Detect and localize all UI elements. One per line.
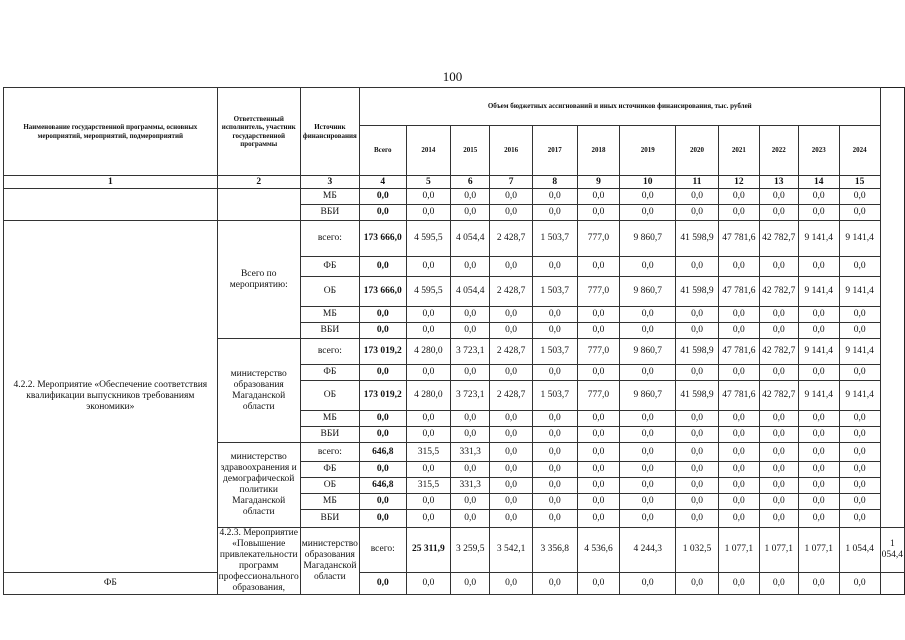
year-value-cell: 0,0 [577,443,620,462]
year-value-cell: 0,0 [798,443,839,462]
year-value-cell: 0,0 [718,572,759,594]
year-value-cell: 0,0 [839,365,880,381]
header-executor: Ответственный исполнитель, участник государственной программы [217,88,300,176]
year-value-cell: 0,0 [451,572,490,594]
year-value-cell: 0,0 [451,323,490,339]
year-value-cell: 0,0 [406,462,451,478]
column-number: 12 [718,176,759,189]
year-value-cell: 0,0 [759,323,798,339]
year-value-cell: 0,0 [839,205,880,221]
year-value-cell: 0,0 [451,307,490,323]
year-value-cell: 0,0 [839,189,880,205]
year-value-cell: 0,0 [532,307,577,323]
year-value-cell: 0,0 [490,307,533,323]
header-year: 2019 [620,126,676,176]
source-cell: ВБИ [300,510,359,528]
year-value-cell: 4 054,4 [451,277,490,307]
header-year: 2014 [406,126,451,176]
total-value-cell: 0,0 [359,462,406,478]
year-value-cell: 0,0 [620,323,676,339]
year-value-cell: 0,0 [759,572,798,594]
year-value-cell: 0,0 [620,189,676,205]
year-value-cell: 42 782,7 [759,381,798,411]
header-year: 2018 [577,126,620,176]
year-value-cell: 0,0 [451,462,490,478]
year-value-cell: 1 077,1 [759,528,798,573]
year-value-cell: 0,0 [718,365,759,381]
year-value-cell: 42 782,7 [759,221,798,257]
year-value-cell: 0,0 [577,205,620,221]
year-value-cell: 0,0 [839,323,880,339]
year-value-cell: 0,0 [839,443,880,462]
total-value-cell: 173 019,2 [359,339,406,365]
year-value-cell: 0,0 [676,462,719,478]
total-value-cell: 646,8 [359,443,406,462]
year-value-cell: 0,0 [532,257,577,277]
year-value-cell: 0,0 [406,411,451,427]
year-value-cell: 0,0 [490,323,533,339]
year-value-cell: 0,0 [490,257,533,277]
year-value-cell: 0,0 [406,494,451,510]
year-value-cell: 9 141,4 [839,339,880,365]
header-year: 2020 [676,126,719,176]
year-value-cell: 9 141,4 [798,221,839,257]
total-value-cell: 646,8 [359,478,406,494]
year-value-cell: 0,0 [718,411,759,427]
header-year: 2016 [490,126,533,176]
year-value-cell: 0,0 [490,462,533,478]
column-number: 15 [839,176,880,189]
year-value-cell: 0,0 [620,510,676,528]
year-value-cell: 0,0 [798,427,839,443]
year-value-cell: 4 536,6 [577,528,620,573]
year-value-cell: 0,0 [490,365,533,381]
year-value-cell: 0,0 [577,365,620,381]
year-value-cell: 0,0 [406,257,451,277]
year-value-cell: 2 428,7 [490,381,533,411]
year-value-cell: 1 503,7 [532,277,577,307]
year-value-cell: 0,0 [759,494,798,510]
year-value-cell: 331,3 [451,478,490,494]
source-cell: ФБ [300,257,359,277]
column-number: 8 [532,176,577,189]
year-value-cell: 0,0 [620,478,676,494]
year-value-cell: 4 280,0 [406,339,451,365]
year-value-cell: 0,0 [676,365,719,381]
measure-422-executor-health: министерство здравоохранения и демографической политики Магаданской области [217,443,300,528]
year-value-cell: 2 428,7 [490,221,533,257]
year-value-cell: 0,0 [839,462,880,478]
year-value-cell: 0,0 [798,411,839,427]
total-value-cell: 173 019,2 [359,381,406,411]
year-value-cell: 0,0 [406,307,451,323]
source-cell: ВБИ [300,205,359,221]
year-value-cell: 0,0 [798,323,839,339]
year-value-cell: 0,0 [490,411,533,427]
year-value-cell: 0,0 [798,205,839,221]
year-value-cell: 0,0 [451,189,490,205]
year-value-cell: 0,0 [620,427,676,443]
year-value-cell: 9 860,7 [620,339,676,365]
source-cell: всего: [300,443,359,462]
year-value-cell: 47 781,6 [718,381,759,411]
year-value-cell: 0,0 [577,427,620,443]
year-value-cell: 0,0 [532,443,577,462]
year-value-cell: 0,0 [798,189,839,205]
column-number: 7 [490,176,533,189]
year-value-cell: 0,0 [577,307,620,323]
year-value-cell: 1 503,7 [532,381,577,411]
source-cell: ВБИ [300,323,359,339]
year-value-cell: 41 598,9 [676,381,719,411]
year-value-cell: 1 077,1 [798,528,839,573]
total-value-cell: 0,0 [359,307,406,323]
source-cell: ВБИ [300,427,359,443]
year-value-cell: 0,0 [759,205,798,221]
total-value-cell: 0,0 [359,572,406,594]
year-value-cell: 0,0 [718,510,759,528]
year-value-cell: 3 542,1 [490,528,533,573]
year-value-cell: 0,0 [839,494,880,510]
year-value-cell: 0,0 [759,189,798,205]
year-value-cell: 2 428,7 [490,277,533,307]
header-year: 2017 [532,126,577,176]
year-value-cell: 0,0 [676,443,719,462]
year-value-cell: 0,0 [676,323,719,339]
year-value-cell: 0,0 [676,189,719,205]
column-number: 14 [798,176,839,189]
year-value-cell: 47 781,6 [718,339,759,365]
year-value-cell: 0,0 [532,494,577,510]
year-value-cell: 0,0 [451,510,490,528]
column-number: 10 [620,176,676,189]
year-value-cell: 0,0 [839,478,880,494]
year-value-cell: 0,0 [577,411,620,427]
year-value-cell: 0,0 [798,494,839,510]
year-value-cell: 0,0 [577,510,620,528]
year-value-cell: 2 428,7 [490,339,533,365]
year-value-cell: 0,0 [620,307,676,323]
year-value-cell: 0,0 [798,257,839,277]
year-value-cell: 0,0 [759,478,798,494]
year-value-cell: 0,0 [718,443,759,462]
year-value-cell: 0,0 [451,257,490,277]
column-number: 13 [759,176,798,189]
year-value-cell: 315,5 [406,443,451,462]
year-value-cell: 0,0 [532,411,577,427]
header-year: 2015 [451,126,490,176]
year-value-cell: 0,0 [839,411,880,427]
year-value-cell: 4 280,0 [406,381,451,411]
year-value-cell: 0,0 [451,205,490,221]
year-value-cell: 0,0 [451,494,490,510]
year-value-cell: 0,0 [577,323,620,339]
year-value-cell: 0,0 [620,411,676,427]
header-name: Наименование государственной программы, основных мероприятий, мероприятий, подмероприятий [4,88,218,176]
year-value-cell: 0,0 [676,205,719,221]
year-value-cell: 0,0 [406,189,451,205]
year-value-cell: 9 141,4 [798,381,839,411]
header-year: 2023 [798,126,839,176]
source-cell: МБ [300,307,359,323]
source-cell: ФБ [4,572,218,594]
year-value-cell: 0,0 [406,510,451,528]
total-value-cell: 0,0 [359,323,406,339]
column-number: 2 [217,176,300,189]
year-value-cell: 0,0 [676,494,719,510]
header-year: 2022 [759,126,798,176]
year-value-cell: 0,0 [532,205,577,221]
year-value-cell: 0,0 [620,494,676,510]
year-value-cell: 41 598,9 [676,339,719,365]
year-value-cell: 0,0 [676,478,719,494]
total-value-cell: 173 666,0 [359,277,406,307]
total-value-cell: 0,0 [359,205,406,221]
year-value-cell: 0,0 [532,427,577,443]
year-value-cell: 0,0 [718,462,759,478]
year-value-cell: 0,0 [577,478,620,494]
year-value-cell: 0,0 [577,189,620,205]
year-value-cell: 0,0 [532,478,577,494]
year-value-cell: 0,0 [676,572,719,594]
year-value-cell: 4 595,5 [406,277,451,307]
year-value-cell: 0,0 [620,572,676,594]
year-value-cell: 0,0 [490,443,533,462]
budget-table [3,87,905,595]
year-value-cell: 0,0 [620,257,676,277]
year-value-cell: 9 141,4 [839,381,880,411]
year-value-cell: 0,0 [490,427,533,443]
column-number-row [4,176,905,189]
source-cell: МБ [300,494,359,510]
source-cell: всего: [359,528,406,573]
year-value-cell: 3 356,8 [532,528,577,573]
year-value-cell: 0,0 [532,365,577,381]
year-value-cell: 0,0 [798,365,839,381]
total-value-cell: 25 311,9 [406,528,451,573]
column-number: 11 [676,176,719,189]
year-value-cell: 1 054,4 [880,528,904,573]
year-value-cell: 0,0 [406,427,451,443]
header-total: Всего [359,126,406,176]
year-value-cell: 9 141,4 [839,221,880,257]
year-value-cell: 0,0 [759,443,798,462]
year-value-cell: 41 598,9 [676,277,719,307]
year-value-cell: 0,0 [839,572,880,594]
year-value-cell: 0,0 [839,257,880,277]
year-value-cell: 0,0 [451,411,490,427]
year-value-cell: 0,0 [490,189,533,205]
year-value-cell: 0,0 [718,205,759,221]
header-year: 2024 [839,126,880,176]
total-value-cell: 173 666,0 [359,221,406,257]
year-value-cell: 315,5 [406,478,451,494]
column-number: 4 [359,176,406,189]
year-value-cell: 0,0 [759,462,798,478]
year-value-cell: 3 723,1 [451,381,490,411]
year-value-cell: 0,0 [759,257,798,277]
year-value-cell: 0,0 [620,443,676,462]
year-value-cell: 0,0 [620,205,676,221]
year-value-cell: 0,0 [577,257,620,277]
year-value-cell: 1 503,7 [532,339,577,365]
column-number: 1 [4,176,218,189]
year-value-cell: 47 781,6 [718,221,759,257]
empty-name-cell [4,189,218,221]
year-value-cell: 0,0 [620,462,676,478]
page-number: 100 [442,69,463,84]
year-value-cell: 0,0 [676,307,719,323]
year-value-cell: 0,0 [759,427,798,443]
source-cell: ОБ [300,277,359,307]
year-value-cell: 0,0 [490,510,533,528]
column-number: 6 [451,176,490,189]
year-value-cell: 0,0 [532,189,577,205]
total-value-cell: 0,0 [359,365,406,381]
header-volume: Объем бюджетных ассигнований и иных источников финансирования, тыс. рублей [359,88,880,126]
year-value-cell: 0,0 [490,478,533,494]
year-value-cell: 0,0 [718,257,759,277]
year-value-cell: 0,0 [532,323,577,339]
year-value-cell: 9 141,4 [839,277,880,307]
year-value-cell: 0,0 [532,572,577,594]
year-value-cell: 41 598,9 [676,221,719,257]
source-cell: ОБ [300,478,359,494]
year-value-cell: 0,0 [577,462,620,478]
year-value-cell: 42 782,7 [759,339,798,365]
column-number: 5 [406,176,451,189]
header-source: Источник финансирования [300,88,359,176]
measure-422-total-label: Всего по мероприятию: [217,221,300,339]
year-value-cell: 0,0 [798,510,839,528]
total-value-cell: 0,0 [359,494,406,510]
year-value-cell: 0,0 [577,572,620,594]
year-value-cell: 0,0 [798,307,839,323]
year-value-cell: 0,0 [718,323,759,339]
year-value-cell: 4 054,4 [451,221,490,257]
year-value-cell: 9 860,7 [620,381,676,411]
measure-422-name: 4.2.2. Мероприятие «Обеспечение соответствия квалификации выпускников требованиям экономики» [4,221,218,573]
measure-423-name: 4.2.3. Мероприятие «Повышение привлекательности программ профессионального образования, [218,528,299,593]
year-value-cell: 0,0 [718,307,759,323]
year-value-cell: 0,0 [451,365,490,381]
source-cell: ФБ [300,462,359,478]
year-value-cell: 42 782,7 [759,277,798,307]
year-value-cell: 1 503,7 [532,221,577,257]
year-value-cell: 0,0 [676,411,719,427]
column-number: 3 [300,176,359,189]
year-value-cell: 0,0 [676,257,719,277]
year-value-cell: 0,0 [718,494,759,510]
year-value-cell: 4 595,5 [406,221,451,257]
year-value-cell: 777,0 [577,277,620,307]
year-value-cell: 0,0 [620,365,676,381]
total-value-cell: 0,0 [359,189,406,205]
year-value-cell: 331,3 [451,443,490,462]
year-value-cell: 1 032,5 [676,528,719,573]
year-value-cell: 3 723,1 [451,339,490,365]
total-value-cell: 0,0 [359,427,406,443]
year-value-cell: 0,0 [718,478,759,494]
year-value-cell: 777,0 [577,381,620,411]
year-value-cell: 0,0 [759,411,798,427]
year-value-cell: 777,0 [577,339,620,365]
year-value-cell: 47 781,6 [718,277,759,307]
total-value-cell: 0,0 [359,510,406,528]
year-value-cell: 0,0 [490,205,533,221]
year-value-cell: 0,0 [759,307,798,323]
year-value-cell: 0,0 [839,307,880,323]
empty-executor-cell [217,189,300,221]
year-value-cell: 1 054,4 [839,528,880,573]
source-cell: всего: [300,339,359,365]
year-value-cell: 9 141,4 [798,339,839,365]
year-value-cell: 0,0 [451,427,490,443]
year-value-cell: 0,0 [532,510,577,528]
source-cell: ОБ [300,381,359,411]
year-value-cell: 0,0 [490,494,533,510]
year-value-cell: 0,0 [676,510,719,528]
year-value-cell: 0,0 [406,572,451,594]
year-value-cell: 0,0 [798,478,839,494]
year-value-cell: 0,0 [759,365,798,381]
header-year: 2021 [718,126,759,176]
year-value-cell: 1 077,1 [718,528,759,573]
year-value-cell: 0,0 [406,205,451,221]
source-cell: МБ [300,189,359,205]
source-cell: всего: [300,221,359,257]
year-value-cell: 0,0 [718,427,759,443]
measure-423-executor-education: министерство образования Магаданской области [300,528,359,595]
year-value-cell: 0,0 [532,462,577,478]
year-value-cell: 4 244,3 [620,528,676,573]
year-value-cell: 0,0 [759,510,798,528]
year-value-cell: 9 860,7 [620,221,676,257]
year-value-cell: 9 141,4 [798,277,839,307]
column-number: 9 [577,176,620,189]
year-value-cell: 0,0 [839,427,880,443]
total-value-cell: 0,0 [359,411,406,427]
year-value-cell: 0,0 [490,572,533,594]
source-cell: МБ [300,411,359,427]
year-value-cell: 0,0 [406,323,451,339]
source-cell: ФБ [300,365,359,381]
year-value-cell: 777,0 [577,221,620,257]
measure-422-executor-education: министерство образования Магаданской области [217,339,300,443]
year-value-cell: 0,0 [798,462,839,478]
year-value-cell: 0,0 [577,494,620,510]
year-value-cell: 0,0 [718,189,759,205]
year-value-cell: 3 259,5 [451,528,490,573]
year-value-cell: 9 860,7 [620,277,676,307]
year-value-cell: 0,0 [839,510,880,528]
year-value-cell: 0,0 [798,572,839,594]
total-value-cell: 0,0 [359,257,406,277]
year-value-cell: 0,0 [406,365,451,381]
year-value-cell: 0,0 [676,427,719,443]
